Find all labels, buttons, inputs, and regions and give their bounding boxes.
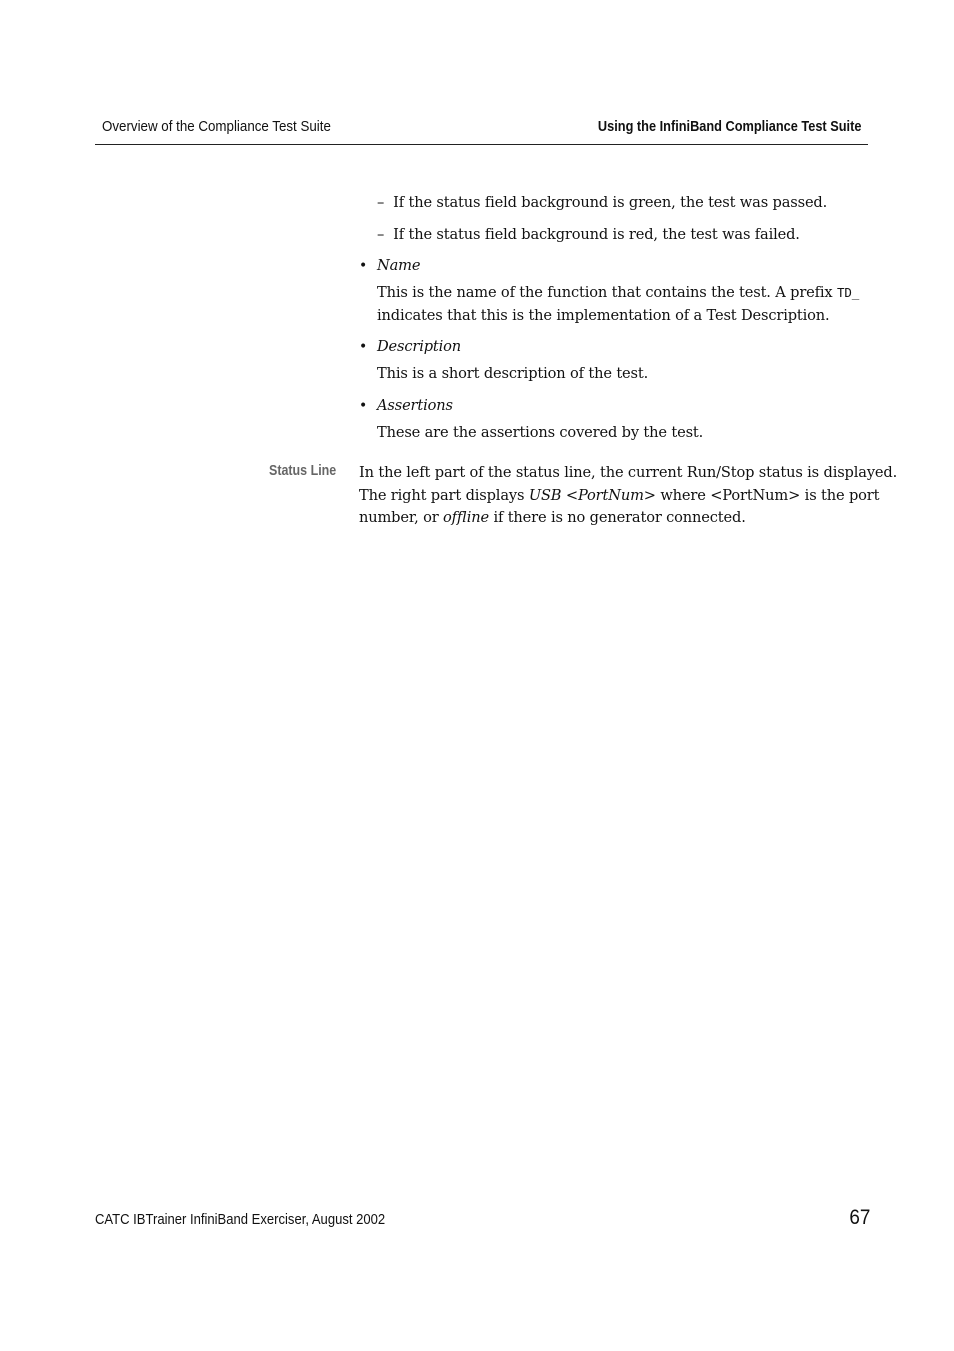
offline-term: offline [443, 509, 489, 526]
td-prefix-code: TD_ [837, 285, 860, 300]
usb-portnum: USB <PortNum> [528, 487, 656, 504]
status-passed-text: If the status field background is green, the test was passed. [393, 194, 828, 211]
bullet-marker: • [359, 398, 368, 414]
status-line-text-2: The right part displays USB <PortNum> where <PortNum> is the port [359, 487, 880, 504]
bullet-marker: • [359, 258, 368, 274]
status-line-label: Status Line [269, 463, 337, 479]
status-line-text-3: number, or offline if there is no generator connected. [359, 509, 746, 526]
field-description-term: Description [377, 338, 462, 355]
status-failed-text: If the status field background is red, the test was failed. [393, 226, 800, 243]
bullet-marker: • [359, 339, 368, 355]
field-assertions-desc: These are the assertions covered by the test. [377, 424, 704, 441]
dash-marker: – [377, 194, 394, 211]
page-number: 67 [848, 1206, 870, 1229]
running-header-left: Overview of the Compliance Test Suite [102, 119, 331, 135]
status-failed-item [377, 224, 800, 247]
footer-title: CATC IBTrainer InfiniBand Exerciser, August 2002 [95, 1212, 386, 1228]
status-line-text-1: In the left part of the status line, the current Run/Stop status is displayed. [359, 464, 898, 481]
field-name-desc-text: This is the name of the function that contains the test. A prefix [377, 284, 833, 301]
dash-marker: – [377, 226, 394, 243]
field-name-desc-line2: indicates that this is the implementation of a Test Description. [377, 307, 830, 324]
field-assertions-term: Assertions [377, 397, 453, 414]
header-rule [95, 144, 868, 145]
status-passed-item [377, 192, 827, 215]
field-name-desc-line1 [377, 282, 859, 305]
field-description-desc: This is a short description of the test. [377, 365, 649, 382]
field-name-term: Name [377, 257, 421, 274]
running-header-right: Using the InfiniBand Compliance Test Suite [597, 119, 861, 135]
